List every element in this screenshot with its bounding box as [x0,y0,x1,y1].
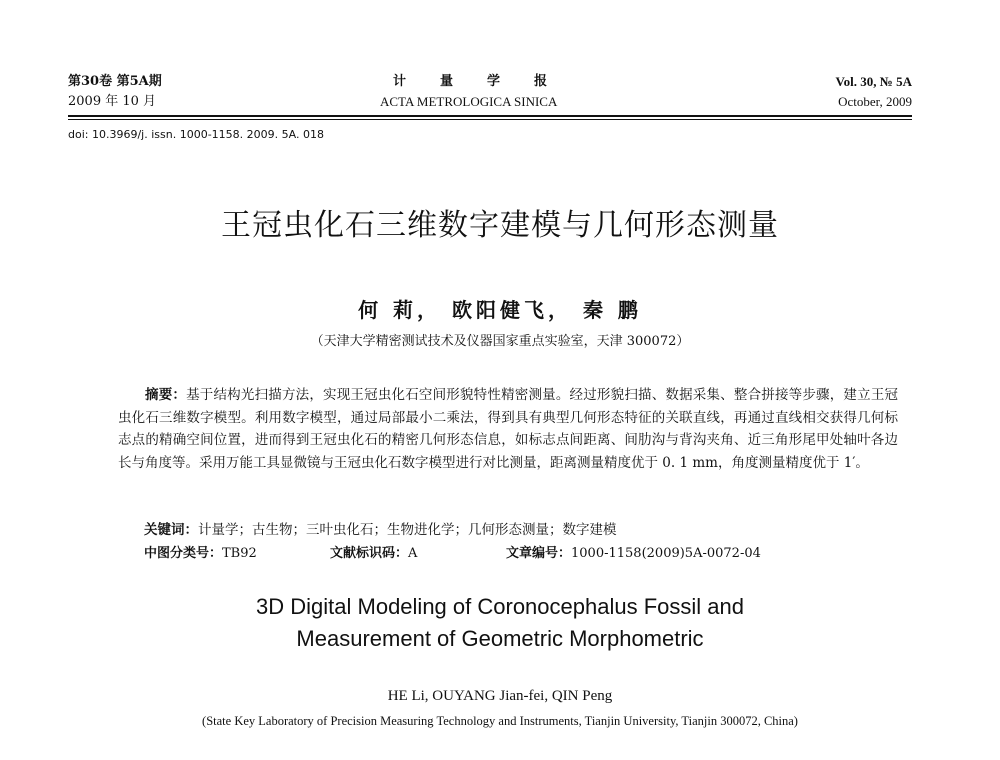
keywords-cn [144,518,617,538]
paper-title-cn: 王冠虫化石三维数字建模与几何形态测量 [221,208,779,243]
paper-title-en-line2: Measurement of Geometric Morphometric [296,626,704,651]
article-no-value: 1000-1158(2009)5A-0072-04 [571,546,761,561]
keywords-label: 关键词： [144,522,198,538]
publication-date-en: October, 2009 [838,94,912,109]
document-code [330,542,506,561]
abstract-cn [118,384,898,474]
journal-name-en: ACTA METROLOGICA SINICA [380,94,558,109]
paper-title-en-line1: 3D Digital Modeling of Coronocephalus Fossil and [256,594,744,619]
doc-code-value: A [408,546,418,561]
header-rule-thin [68,119,912,120]
publication-date-cn: 2009 年 10 月 [68,94,157,109]
authors-cn: 何 莉， 欧阳健飞， 秦 鹏 [358,298,642,322]
article-no-label: 文章编号： [506,546,572,561]
classification-row [144,542,761,561]
doi-line[interactable]: doi: 10.3969/j. issn. 1000-1158. 2009. 5A. 018 [68,128,324,141]
abstract-text: 基于结构光扫描方法，实现王冠虫化石空间形貌特性精密测量。经过形貌扫描、数据采集、整合拼接等步骤，建立王冠虫化石三维数字模型。利用数字模型，通过局部最小二乘法，得到具有典型几何形态特征的关联直线，再通过直线相交获得几何标志点的精确空间位置，进而得到王冠虫化石的精密几何形态信息，如标志点间距离、间肋沟与背沟夹角、近三角形尾甲处轴叶各边长与角度等。采用万能工具显微镜与王冠虫化石数字模型进行对比测量，距离测量精度优于 0. 1 mm，角度测量精度优于 1′。 [118,387,899,471]
affiliation-cn: （天津大学精密测试技术及仪器国家重点实验室，天津 300072） [310,334,690,349]
doc-code-label: 文献标识码： [330,546,409,561]
journal-name-cn: 计量学报 [393,74,582,89]
clc-label: 中图分类号： [144,546,223,561]
article-number [506,542,761,561]
authors-en: HE Li, OUYANG Jian-fei, QIN Peng [387,688,613,704]
clc-number [144,542,330,561]
clc-value: TB92 [222,546,257,561]
volume-issue-en: Vol. 30, № 5A [835,74,912,89]
affiliation-en: (State Key Laboratory of Precision Measuring Technology and Instruments, Tianjin University, Tianjin 300072, China) [202,714,798,728]
keywords-text: 计量学；古生物；三叶虫化石；生物进化学；几何形态测量；数字建模 [198,522,617,538]
volume-issue: 第30卷 第5A期 [68,74,162,89]
abstract-label: 摘要： [145,387,187,403]
header-rule-thick [68,115,912,117]
